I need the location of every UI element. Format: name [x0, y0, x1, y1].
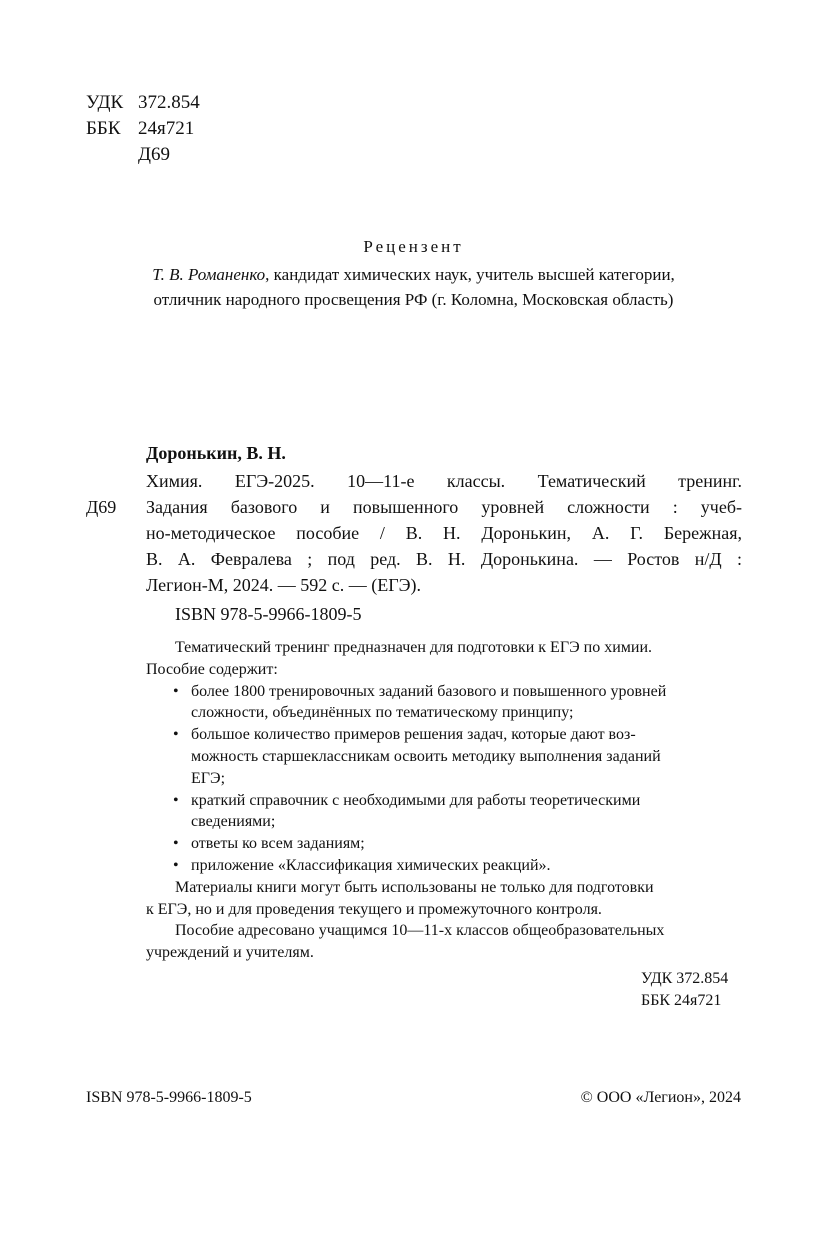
annotation-contains: Пособие содержит: [146, 660, 278, 678]
annotation-usage-1: Материалы книги могут быть использованы не только для подготовки [175, 878, 654, 896]
annotation-classification [641, 968, 728, 1012]
annotation-list [146, 681, 742, 877]
udk-line [86, 90, 200, 116]
annotation-audience-1: Пособие адресовано учащимся 10—11-х классов общеобразовательных [175, 922, 665, 940]
biblio-line: но-методическое пособие / В. Н. Доронькин, А. Г. Бережная, [146, 523, 742, 543]
udk-label: УДК [86, 92, 124, 113]
author-heading: Доронькин, В. Н. [146, 443, 286, 463]
list-item: • краткий справочник с необходимыми для работы теоретическими сведениями; [173, 791, 641, 831]
annotation-udk: УДК 372.854 [641, 970, 729, 987]
bullet-icon: • [173, 726, 179, 744]
bbk-label: ББК [86, 118, 121, 139]
biblio-line: В. А. Февралева ; под ред. В. Н. Доронькина. — Ростов н/Д : [146, 549, 742, 569]
list-item: • большое количество примеров решения задач, которые дают воз- можность старшеклассникам освоить методику выполнения заданий ЕГЭ; [173, 726, 661, 787]
biblio-description [146, 468, 742, 598]
reviewer-line-2: отличник народного просвещения РФ (г. Коломна, Московская область) [153, 290, 674, 309]
biblio-code: Д69 [86, 497, 117, 517]
isbn-main: ISBN 978-5-9966-1809-5 [175, 604, 362, 624]
list-item: • более 1800 тренировочных заданий базового и повышенного уровней сложности, объединённых по тематическому принципу; [173, 682, 667, 722]
bullet-icon: • [173, 856, 179, 874]
footer-isbn: ISBN 978-5-9966-1809-5 [86, 1089, 252, 1106]
annotation-intro: Тематический тренинг предназначен для подготовки к ЕГЭ по химии. [175, 639, 653, 656]
annotation-audience-2: учреждений и учителям. [146, 944, 314, 962]
biblio-line: Задания базового и повышенного уровней сложности : учеб- [146, 497, 742, 517]
footer-copyright: © ООО «Легион», 2024 [580, 1089, 741, 1106]
reviewer-credentials: , кандидат химических наук, учитель высшей категории, [265, 265, 675, 284]
bullet-icon: • [173, 791, 179, 809]
reviewer-name: Т. В. Романенко [152, 265, 266, 284]
author-mark: Д69 [138, 144, 170, 165]
udk-value: 372.854 [138, 92, 200, 113]
annotation-bbk: ББК 24я721 [641, 992, 722, 1009]
reviewer-line-1 [0, 265, 827, 285]
biblio-line: Легион-М, 2024. — 592 с. — (ЕГЭ). [146, 575, 421, 595]
annotation [146, 637, 742, 964]
bbk-value: 24я721 [138, 118, 195, 139]
bullet-icon: • [173, 682, 179, 700]
list-item: • ответы ко всем заданиям; [146, 833, 742, 855]
list-item: • приложение «Классификация химических реакций». [146, 855, 742, 877]
biblio-line: Химия. ЕГЭ-2025. 10—11-е классы. Тематический тренинг. [146, 471, 742, 491]
bullet-icon: • [173, 835, 179, 853]
reviewer-title: Рецензент [363, 237, 464, 256]
bbk-line [86, 116, 194, 142]
annotation-usage-2: к ЕГЭ, но и для проведения текущего и промежуточного контроля. [146, 900, 602, 918]
